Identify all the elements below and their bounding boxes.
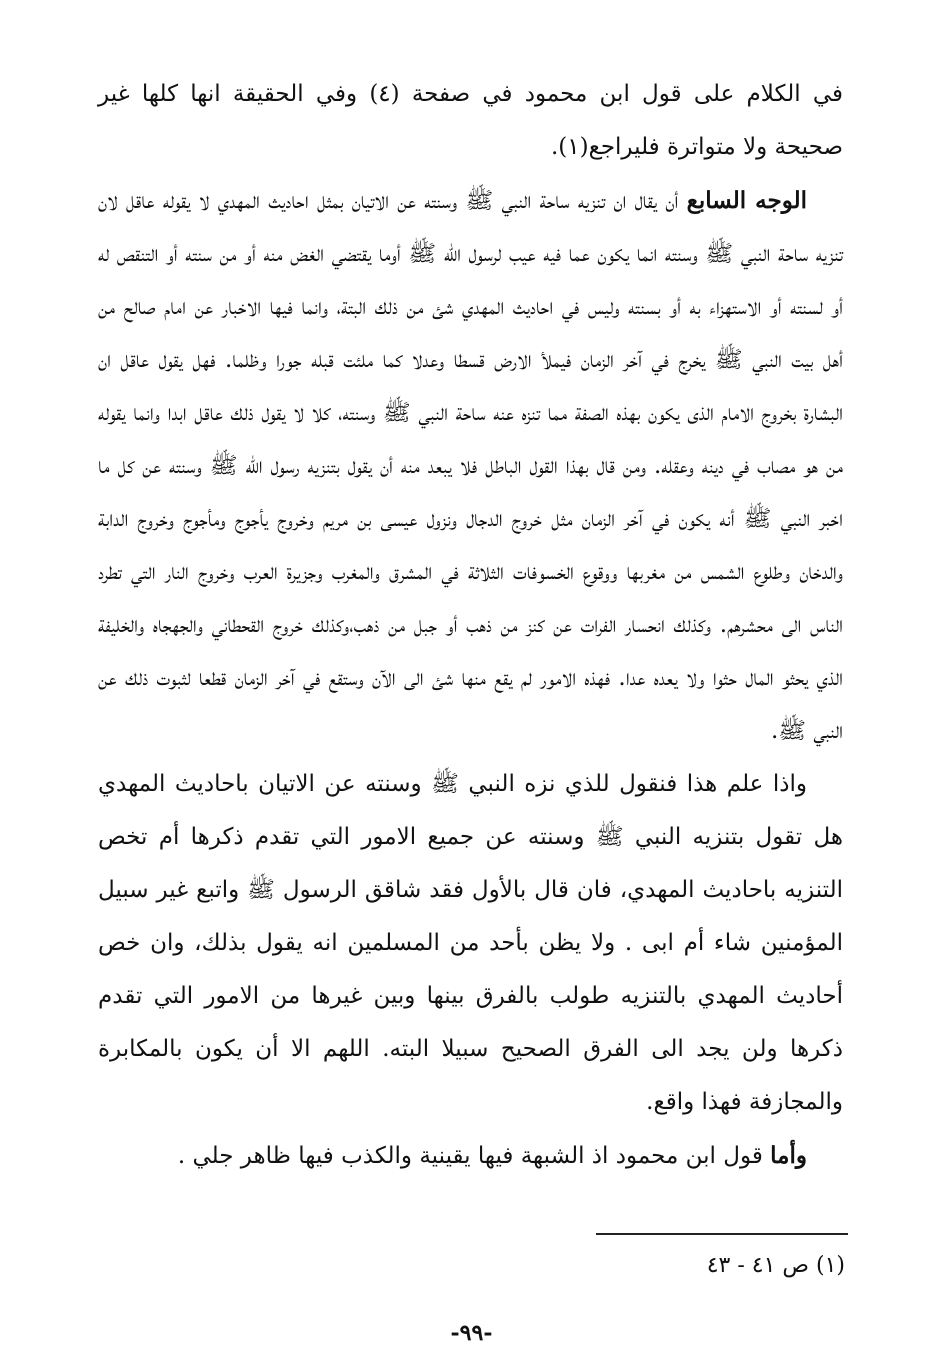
main-text <box>98 68 843 1183</box>
closing-paragraph <box>98 1129 843 1183</box>
intro-paragraph: في الكلام على قول ابن محمود في صفحة (٤) وفي الحقيقة انها كلها غير صحيحة ولا متواترة فليراجع(١). <box>98 81 843 160</box>
closing-lead-word: وأما <box>770 1142 807 1169</box>
paragraph-three: واذا علم هذا فنقول للذي نزه النبي ﷺ وسنته عن الاتيان باحاديث المهدي هل تقول بتنزيه النبي ﷺ وسنته عن جميع الامور التي تقدم ذكرها أم تخص التنزيه باحاديث المهدي، فان قال بالأول فقد شاقق الرسول ﷺ واتبع غير سبيل المؤمنين شاء أم ابى . ولا يظن بأحد من المسلمين انه يقول بذلك، وان خص أحاديث المهدي بالتنزيه طولب بالفرق بينها وبين غيرها من الامور التي تقدم ذكرها ولن يجد الى الفرق الصحيح سبيلا البته. اللهم الا أن يكون بالمكابرة والمجازفة فهذا واقع. <box>98 771 843 1115</box>
page-number: -٩٩- <box>450 1320 493 1346</box>
section-body: أن يقال ان تنزيه ساحة النبي ﷺ وسنته عن الاتيان بمثل احاديث المهدي لا يقوله عاقل لان تنزيه ساحة النبي ﷺ وسنته انما يكون عما فيه عيب لرسول الله ﷺ أوما يقتضي الغض منه أو من سنته أو التنقص له أو لسنته أو الاستهزاء به أو بسنته وليس في احاديث المهدي شئ من ذلك البتة، وانما فيها الاخبار عن امام صالح من أهل بيت النبي ﷺ يخرج في آخر الزمان فيملأ الارض قسطا وعدلا كما ملئت قبله جورا وظلما. فهل يقول عاقل ان البشارة بخروج الامام الذى يكون بهذه الصفة مما تنزه عنه ساحة النبي ﷺ وسنته، كلا لا يقول ذلك عاقل ابدا وانما يقوله من هو مصاب في دينه وعقله. ومن قال بهذا القول الباطل فلا يبعد منه أن يقول بتنزيه رسول الله ﷺ وسنته عن كل ما اخبر النبي ﷺ أنه يكون في آخر الزمان مثل خروج الدجال ونزول عيسى بن مريم وخروج يأجوج ومأجوج وخروج الدابة والدخان وطلوع الشمس من مغربها ووقوع الخسوفات الثلاثة في المشرق والمغرب وجزيرة العرب وخروج النار التي تطرد الناس الى محشرهم. وكذلك انحسار الفرات عن كنز من ذهب أو جبل من ذهب،وكذلك خروج القحطاني والجهجاه والخليفة الذي يحثو المال حثوا ولا يعده عدا. فهذه الامور لم يقع منها شئ الى الآن وستقع في آخر الزمان قطعا لثبوت ذلك عن النبي ﷺ. <box>98 188 843 744</box>
closing-body: قول ابن محمود اذ الشبهة فيها يقينية والكذب فيها ظاهر جلي . <box>177 1143 763 1169</box>
section-heading: الوجه السابع <box>686 187 808 214</box>
footnote: (١) ص ٤١ - ٤٣ <box>706 1253 845 1278</box>
footnote-divider <box>596 1233 848 1235</box>
section-seven-paragraph <box>98 174 843 758</box>
